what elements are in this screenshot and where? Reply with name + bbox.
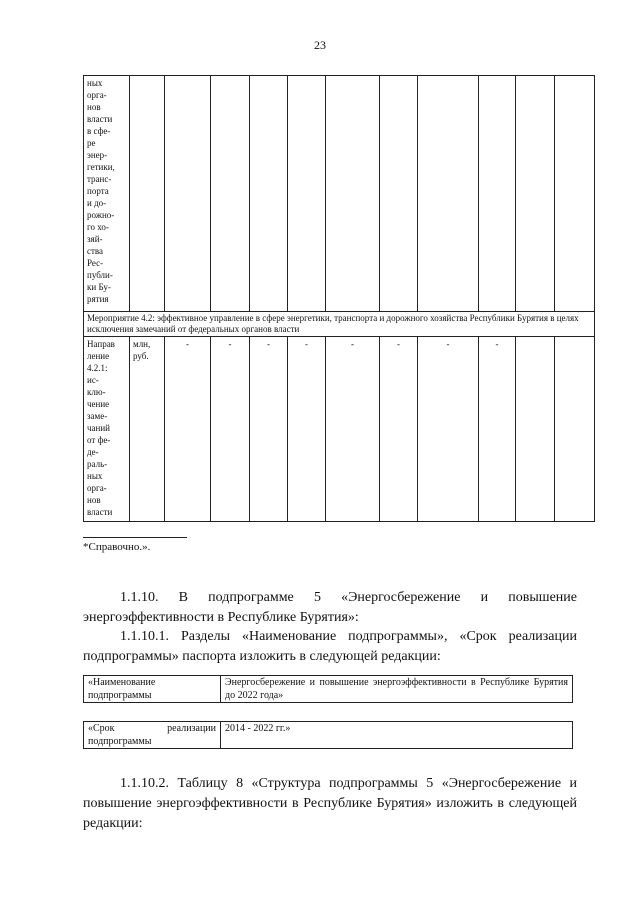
footnote-divider: [83, 537, 187, 538]
event-cell: Мероприятие 4.2: эффективное управление в сфере энергетики, транспорта и дорожного хозяйства Республики Бурятия в целях исключения замечаний от федеральных органов власти: [84, 312, 595, 337]
table-cell: [211, 76, 250, 312]
stub-cell: ных орга- нов власти в сфе- ре энер- гетики, транс- порта и до- рожно- го хо- зяй- ства Рес- публи- ки Бу- рятия: [84, 76, 130, 312]
value-cell: [555, 337, 595, 522]
direction-cell: Направ ление 4.2.1: ис- клю- чение заме- чаний от фе- де- раль- ных орга- нов власти: [84, 337, 130, 522]
unit-cell: млн, руб.: [130, 337, 165, 522]
paragraph: [83, 627, 577, 667]
value-cell: -: [211, 337, 250, 522]
box-label-line: подпрограммы: [88, 736, 152, 747]
table-row: [84, 337, 595, 522]
table-cell: [250, 76, 288, 312]
value-cell: -: [479, 337, 516, 522]
value-cell: -: [326, 337, 380, 522]
page-number: 23: [314, 38, 326, 52]
value-cell: -: [380, 337, 418, 522]
box-label: [84, 722, 221, 749]
paragraph-text: 1.1.10.1. Разделы «Наименование подпрограммы», «Срок реализации подпрограммы» паспорта изложить в следующей редакции:: [83, 629, 577, 664]
table-cell: [516, 76, 555, 312]
value-cell: -: [288, 337, 326, 522]
paragraph: [83, 588, 577, 628]
table-cell: [479, 76, 516, 312]
value-cell: -: [250, 337, 288, 522]
value-cell: -: [165, 337, 211, 522]
table-cell: [165, 76, 211, 312]
name-box: [83, 675, 573, 703]
box-value: 2014 - 2022 гг.»: [221, 722, 573, 749]
table-cell: [130, 76, 165, 312]
table-cell: [326, 76, 380, 312]
footnote: *Справочно.».: [83, 541, 151, 553]
term-box: [83, 721, 573, 749]
box-label-line: «Срок реализации: [88, 723, 216, 734]
box-value: Энергосбережение и повышение энергоэффективности в Республике Бурятия до 2022 года»: [221, 676, 573, 703]
paragraph-text: 1.1.10.2. Таблицу 8 «Структура подпрограммы 5 «Энергосбережение и повышение энергоэффективности в Республике Бурятия» изложить в следующей редакции:: [83, 776, 577, 831]
table-cell: [555, 76, 595, 312]
table-cell: [418, 76, 479, 312]
table-cell: [380, 76, 418, 312]
value-cell: [516, 337, 555, 522]
table-row: [84, 312, 595, 337]
paragraph: [83, 774, 577, 834]
paragraph-text: 1.1.10. В подпрограмме 5 «Энергосбережение и повышение энергоэффективности в Республике Бурятия»:: [83, 590, 577, 625]
table-cell: [288, 76, 326, 312]
subprogram-structure-table: [83, 75, 595, 522]
box-label: «Наименование подпрограммы: [84, 676, 221, 703]
value-cell: -: [418, 337, 479, 522]
table-row: [84, 76, 595, 312]
